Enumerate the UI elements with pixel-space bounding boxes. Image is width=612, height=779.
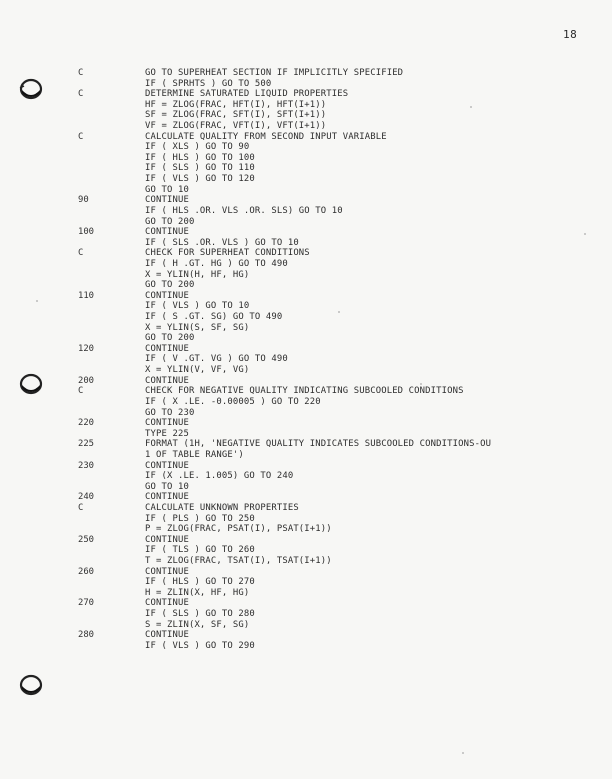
code-line xyxy=(0,545,612,556)
code-line xyxy=(0,132,612,143)
statement-code: T = ZLOG(FRAC, TSAT(I), TSAT(I+1)) xyxy=(145,556,332,567)
code-line xyxy=(0,503,612,514)
statement-code: GO TO SUPERHEAT SECTION IF IMPLICITLY SPECIFIED xyxy=(145,68,404,78)
statement-code: H = ZLIN(X, HF, HG) xyxy=(145,587,250,598)
statement-code: GO TO 200 xyxy=(145,216,195,227)
code-line xyxy=(0,408,612,419)
code-line xyxy=(0,291,612,302)
statement-code: IF ( TLS ) GO TO 260 xyxy=(145,545,255,556)
statement-code: VF = ZLOG(FRAC, VFT(I), VFT(I+1)) xyxy=(145,121,327,132)
code-line xyxy=(0,598,612,609)
code-line xyxy=(0,461,612,472)
code-line xyxy=(0,185,612,196)
code-line xyxy=(0,121,612,132)
code-line xyxy=(0,514,612,525)
code-line xyxy=(0,641,612,652)
statement-code: 1 OF TABLE RANGE') xyxy=(145,449,244,460)
code-line xyxy=(0,418,612,429)
statement-code: CONTINUE xyxy=(145,460,189,471)
statement-label: 225 xyxy=(78,439,95,450)
statement-code: IF ( S .GT. SG) GO TO 490 xyxy=(145,312,283,323)
code-line xyxy=(0,524,612,535)
statement-code: IF ( VLS ) GO TO 120 xyxy=(145,174,255,185)
code-line xyxy=(0,110,612,121)
statement-code: IF (X .LE. 1.005) GO TO 240 xyxy=(145,471,294,482)
code-line xyxy=(0,620,612,631)
code-line xyxy=(0,238,612,249)
code-line xyxy=(0,609,612,620)
statement-code: CONTINUE xyxy=(145,630,189,641)
statement-code: IF ( SLS ) GO TO 110 xyxy=(145,163,255,174)
statement-code: IF ( SLS .OR. VLS ) GO TO 10 xyxy=(145,237,299,248)
statement-label: 240 xyxy=(78,492,95,503)
code-line xyxy=(0,344,612,355)
statement-code: IF ( HLS ) GO TO 270 xyxy=(145,577,255,588)
code-line xyxy=(0,376,612,387)
statement-code: CONTINUE xyxy=(145,343,189,354)
statement-code: X = YLIN(H, HF, HG) xyxy=(145,269,250,280)
code-line xyxy=(0,482,612,493)
page-number: 18 xyxy=(563,28,578,41)
statement-code: IF ( SPRHTS ) GO TO 500 xyxy=(145,78,272,89)
statement-code: P = ZLOG(FRAC, PSAT(I), PSAT(I+1)) xyxy=(145,524,332,535)
code-line xyxy=(0,174,612,185)
statement-code: CONTINUE xyxy=(145,492,189,503)
statement-code: IF ( V .GT. VG ) GO TO 490 xyxy=(145,354,288,365)
statement-label: 200 xyxy=(78,375,95,386)
code-line xyxy=(0,153,612,164)
statement-code: CONTINUE xyxy=(145,227,189,238)
statement-code: CHECK FOR SUPERHEAT CONDITIONS xyxy=(145,248,310,259)
statement-code: SF = ZLOG(FRAC, SFT(I), SFT(I+1)) xyxy=(145,110,327,121)
statement-label: C xyxy=(78,386,84,397)
statement-code: IF ( HLS .OR. VLS .OR. SLS) GO TO 10 xyxy=(145,205,343,216)
code-line xyxy=(0,100,612,111)
code-line xyxy=(0,354,612,365)
code-line xyxy=(0,397,612,408)
statement-code: IF ( VLS ) GO TO 290 xyxy=(145,640,255,651)
code-line xyxy=(0,535,612,546)
statement-code: CONTINUE xyxy=(145,566,189,577)
code-line xyxy=(0,195,612,206)
statement-label: C xyxy=(78,131,84,142)
code-line xyxy=(0,333,612,344)
code-line xyxy=(0,323,612,334)
statement-code: GO TO 10 xyxy=(145,184,189,195)
code-line xyxy=(0,68,612,79)
binder-hole-icon xyxy=(18,672,44,698)
statement-label: C xyxy=(78,502,84,513)
statement-label: 230 xyxy=(78,460,95,471)
code-line xyxy=(0,588,612,599)
statement-label: 280 xyxy=(78,630,95,641)
statement-label: 110 xyxy=(78,290,95,301)
code-line xyxy=(0,471,612,482)
statement-label: C xyxy=(78,248,84,259)
code-line xyxy=(0,630,612,641)
code-line xyxy=(0,79,612,90)
statement-label: 100 xyxy=(78,227,95,238)
code-line xyxy=(0,259,612,270)
statement-code: GO TO 230 xyxy=(145,407,195,418)
statement-label: 270 xyxy=(78,598,95,609)
code-line xyxy=(0,577,612,588)
statement-code: GO TO 10 xyxy=(145,481,189,492)
statement-code: IF ( PLS ) GO TO 250 xyxy=(145,513,255,524)
code-line xyxy=(0,312,612,323)
code-line xyxy=(0,248,612,259)
code-line xyxy=(0,280,612,291)
statement-code: CONTINUE xyxy=(145,195,189,206)
statement-code: X = YLIN(V, VF, VG) xyxy=(145,365,250,376)
code-line xyxy=(0,270,612,281)
statement-code: CONTINUE xyxy=(145,418,189,429)
statement-code: X = YLIN(S, SF, SG) xyxy=(145,322,250,333)
statement-code: GO TO 200 xyxy=(145,333,195,344)
statement-code: TYPE 225 xyxy=(145,428,189,439)
statement-code: CONTINUE xyxy=(145,534,189,545)
code-line xyxy=(0,301,612,312)
code-line xyxy=(0,365,612,376)
code-line xyxy=(0,567,612,578)
code-line xyxy=(0,439,612,450)
statement-code: IF ( VLS ) GO TO 10 xyxy=(145,301,250,312)
statement-code: S = ZLIN(X, SF, SG) xyxy=(145,619,250,630)
statement-code: HF = ZLOG(FRAC, HFT(I), HFT(I+1)) xyxy=(145,99,327,110)
code-line xyxy=(0,556,612,567)
statement-code: CONTINUE xyxy=(145,598,189,609)
statement-code: DETERMINE SATURATED LIQUID PROPERTIES xyxy=(145,89,349,100)
statement-label: 120 xyxy=(78,343,95,354)
statement-code: CHECK FOR NEGATIVE QUALITY INDICATING SUBCOOLED CONDITIONS xyxy=(145,386,464,397)
statement-label: 250 xyxy=(78,534,95,545)
statement-code: IF ( HLS ) GO TO 100 xyxy=(145,152,255,163)
code-line xyxy=(0,163,612,174)
statement-code: CONTINUE xyxy=(145,290,189,301)
statement-code: IF ( XLS ) GO TO 90 xyxy=(145,142,250,153)
statement-code: IF ( H .GT. HG ) GO TO 490 xyxy=(145,258,288,269)
statement-label: C xyxy=(78,89,84,100)
statement-label: 260 xyxy=(78,566,95,577)
statement-label: 90 xyxy=(78,195,89,206)
statement-code: GO TO 200 xyxy=(145,280,195,291)
statement-code: CALCULATE UNKNOWN PROPERTIES xyxy=(145,502,299,513)
code-line xyxy=(0,89,612,100)
code-line xyxy=(0,492,612,503)
statement-code: CONTINUE xyxy=(145,375,189,386)
statement-code: CALCULATE QUALITY FROM SECOND INPUT VARIABLE xyxy=(145,131,387,142)
code-line xyxy=(0,217,612,228)
code-line xyxy=(0,386,612,397)
statement-code: IF ( X .LE. -0.00005 ) GO TO 220 xyxy=(145,396,321,407)
code-line xyxy=(0,142,612,153)
statement-label: 220 xyxy=(78,418,95,429)
code-listing xyxy=(0,68,612,652)
statement-label: C xyxy=(78,68,84,78)
code-line xyxy=(0,429,612,440)
code-line xyxy=(0,206,612,217)
statement-code: FORMAT (1H, 'NEGATIVE QUALITY INDICATES SUBCOOLED CONDITIONS-OU xyxy=(145,439,492,450)
code-line xyxy=(0,450,612,461)
statement-code: IF ( SLS ) GO TO 280 xyxy=(145,609,255,620)
code-line xyxy=(0,227,612,238)
